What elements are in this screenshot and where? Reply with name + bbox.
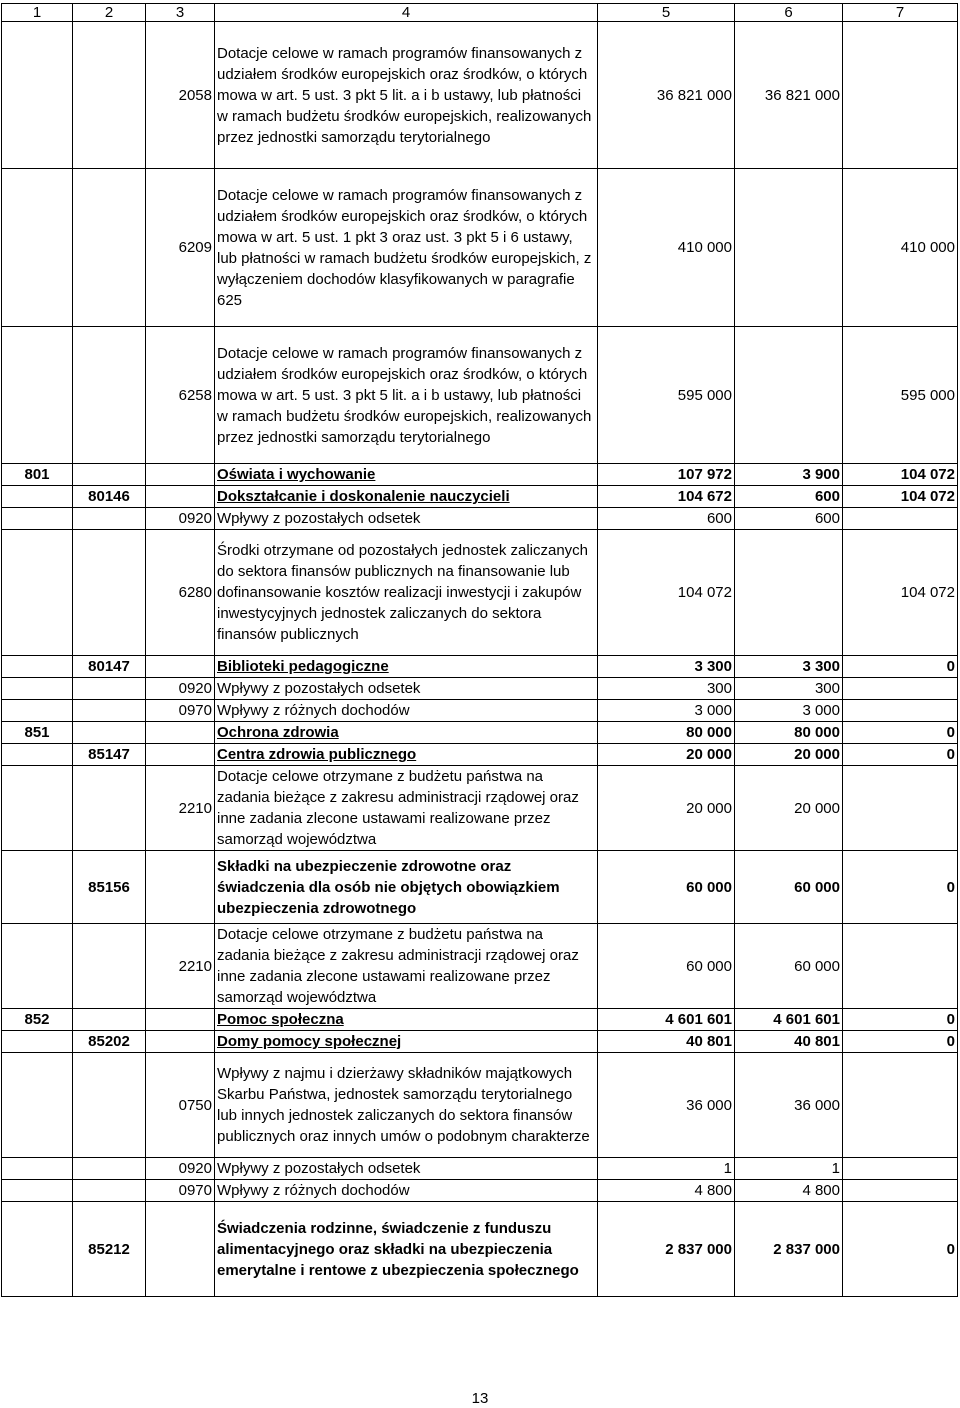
chapter-code: 80147 <box>73 656 146 678</box>
chapter-code <box>73 700 146 722</box>
budget-table <box>1 3 958 1297</box>
value-total: 20 000 <box>598 766 735 851</box>
section-code <box>2 924 73 1009</box>
paragraph-code: 6280 <box>146 530 215 656</box>
paragraph-code <box>146 851 215 924</box>
item-name: Dotacje celowe w ramach programów finansowanych z udziałem środków europejskich oraz środków, o których mowa w art. 5 ust. 3 pkt 5 lit. a i b ustawy, lub płatności w ramach budżetu środków europejskich, realizowanych przez jednostki samorządu terytorialnego <box>215 22 598 169</box>
header-cell: 6 <box>735 4 843 22</box>
chapter-code <box>73 766 146 851</box>
chapter-code <box>73 22 146 169</box>
header-cell: 1 <box>2 4 73 22</box>
value-total: 40 801 <box>598 1031 735 1053</box>
chapter-code <box>73 530 146 656</box>
item-name: Wpływy z najmu i dzierżawy składników majątkowych Skarbu Państwa, jednostek samorządu terytorialnego lub innych jednostek zaliczanych do sektora finansów publicznych oraz innych umów o podobnym charakterze <box>215 1053 598 1158</box>
section-code <box>2 486 73 508</box>
item-name: Ochrona zdrowia <box>215 722 598 744</box>
item-name: Centra zdrowia publicznego <box>215 744 598 766</box>
paragraph-code <box>146 744 215 766</box>
value-current: 300 <box>735 678 843 700</box>
section-code <box>2 1180 73 1202</box>
value-property: 0 <box>843 851 958 924</box>
chapter-code <box>73 1053 146 1158</box>
value-property: 410 000 <box>843 169 958 327</box>
item-name: Dotacje celowe w ramach programów finansowanych z udziałem środków europejskich oraz środków, o których mowa w art. 5 ust. 1 pkt 3 oraz ust. 3 pkt 5 i 6 ustawy, lub płatności w ramach budżetu środków europejskich, z wyłączeniem dochodów klasyfikowanych w paragrafie 625 <box>215 169 598 327</box>
chapter-code <box>73 327 146 464</box>
paragraph-row <box>2 1053 958 1158</box>
paragraph-code <box>146 486 215 508</box>
paragraph-code <box>146 656 215 678</box>
value-property <box>843 1053 958 1158</box>
value-property: 104 072 <box>843 486 958 508</box>
section-code <box>2 656 73 678</box>
section-code <box>2 22 73 169</box>
chapter-code: 85147 <box>73 744 146 766</box>
chapter-code <box>73 508 146 530</box>
value-current: 60 000 <box>735 924 843 1009</box>
value-current: 20 000 <box>735 766 843 851</box>
paragraph-code: 0970 <box>146 1180 215 1202</box>
value-property: 0 <box>843 744 958 766</box>
header-cell: 5 <box>598 4 735 22</box>
chapter-row <box>2 744 958 766</box>
value-total: 3 300 <box>598 656 735 678</box>
item-name: Dotacje celowe otrzymane z budżetu państwa na zadania bieżące z zakresu administracji rządowej oraz inne zadania zlecone ustawami realizowane przez samorząd województwa <box>215 766 598 851</box>
item-name: Wpływy z pozostałych odsetek <box>215 508 598 530</box>
value-property: 104 072 <box>843 464 958 486</box>
chapter-code <box>73 722 146 744</box>
header-cell: 4 <box>215 4 598 22</box>
paragraph-code <box>146 1031 215 1053</box>
paragraph-row <box>2 678 958 700</box>
value-property <box>843 1158 958 1180</box>
value-current: 3 300 <box>735 656 843 678</box>
value-current: 600 <box>735 486 843 508</box>
paragraph-row <box>2 924 958 1009</box>
chapter-code <box>73 169 146 327</box>
paragraph-code: 0920 <box>146 508 215 530</box>
item-name: Dokształcanie i doskonalenie nauczycieli <box>215 486 598 508</box>
section-code <box>2 678 73 700</box>
paragraph-row <box>2 1158 958 1180</box>
chapter-code <box>73 924 146 1009</box>
item-name: Pomoc społeczna <box>215 1009 598 1031</box>
paragraph-code: 2210 <box>146 766 215 851</box>
paragraph-row <box>2 169 958 327</box>
paragraph-code: 2210 <box>146 924 215 1009</box>
section-code: 801 <box>2 464 73 486</box>
section-row <box>2 464 958 486</box>
value-property: 0 <box>843 1009 958 1031</box>
chapter-row <box>2 486 958 508</box>
value-current: 3 900 <box>735 464 843 486</box>
value-property: 0 <box>843 656 958 678</box>
value-property <box>843 1180 958 1202</box>
chapter-code: 85212 <box>73 1202 146 1297</box>
section-code <box>2 700 73 722</box>
paragraph-row <box>2 1180 958 1202</box>
chapter-row <box>2 656 958 678</box>
item-name: Składki na ubezpieczenie zdrowotne oraz świadczenia dla osób nie objętych obowiązkiem ubezpieczenia zdrowotnego <box>215 851 598 924</box>
value-total: 104 072 <box>598 530 735 656</box>
value-current: 2 837 000 <box>735 1202 843 1297</box>
item-name: Świadczenia rodzinne, świadczenie z funduszu alimentacyjnego oraz składki na ubezpieczenia emerytalne i rentowe z ubezpieczenia społecznego <box>215 1202 598 1297</box>
value-current: 36 000 <box>735 1053 843 1158</box>
paragraph-row <box>2 766 958 851</box>
paragraph-code: 0750 <box>146 1053 215 1158</box>
section-code <box>2 1158 73 1180</box>
paragraph-code <box>146 722 215 744</box>
value-current: 36 821 000 <box>735 22 843 169</box>
value-property <box>843 508 958 530</box>
value-total: 80 000 <box>598 722 735 744</box>
value-total: 36 821 000 <box>598 22 735 169</box>
value-current <box>735 327 843 464</box>
value-total: 1 <box>598 1158 735 1180</box>
value-property <box>843 678 958 700</box>
chapter-code <box>73 1009 146 1031</box>
item-name: Wpływy z pozostałych odsetek <box>215 678 598 700</box>
value-total: 4 800 <box>598 1180 735 1202</box>
paragraph-code <box>146 1009 215 1031</box>
section-code: 852 <box>2 1009 73 1031</box>
value-current: 60 000 <box>735 851 843 924</box>
paragraph-row <box>2 700 958 722</box>
value-total: 4 601 601 <box>598 1009 735 1031</box>
item-name: Środki otrzymane od pozostałych jednostek zaliczanych do sektora finansów publicznych na finansowanie lub dofinansowanie kosztów realizacji inwestycji i zakupów inwestycyjnych jednostek zaliczanych do sektora finansów publicznych <box>215 530 598 656</box>
chapter-code <box>73 1158 146 1180</box>
section-code <box>2 766 73 851</box>
section-code <box>2 169 73 327</box>
chapter-code <box>73 678 146 700</box>
header-cell: 7 <box>843 4 958 22</box>
item-name: Wpływy z różnych dochodów <box>215 1180 598 1202</box>
paragraph-row <box>2 327 958 464</box>
chapter-code: 85156 <box>73 851 146 924</box>
value-total: 60 000 <box>598 924 735 1009</box>
chapter-row <box>2 1031 958 1053</box>
value-total: 300 <box>598 678 735 700</box>
section-code <box>2 327 73 464</box>
value-property <box>843 766 958 851</box>
chapter-row <box>2 851 958 924</box>
paragraph-row <box>2 508 958 530</box>
item-name: Oświata i wychowanie <box>215 464 598 486</box>
paragraph-code: 6209 <box>146 169 215 327</box>
section-code <box>2 851 73 924</box>
chapter-code: 80146 <box>73 486 146 508</box>
section-code: 851 <box>2 722 73 744</box>
paragraph-code: 0920 <box>146 1158 215 1180</box>
section-code <box>2 1053 73 1158</box>
chapter-code <box>73 464 146 486</box>
value-total: 107 972 <box>598 464 735 486</box>
item-name: Wpływy z różnych dochodów <box>215 700 598 722</box>
value-property <box>843 924 958 1009</box>
value-property: 0 <box>843 1031 958 1053</box>
paragraph-code: 2058 <box>146 22 215 169</box>
value-current: 3 000 <box>735 700 843 722</box>
section-code <box>2 1031 73 1053</box>
chapter-row <box>2 1202 958 1297</box>
chapter-code: 85202 <box>73 1031 146 1053</box>
paragraph-row <box>2 530 958 656</box>
section-row <box>2 1009 958 1031</box>
item-name: Dotacje celowe otrzymane z budżetu państwa na zadania bieżące z zakresu administracji rządowej oraz inne zadania zlecone ustawami realizowane przez samorząd województwa <box>215 924 598 1009</box>
value-current: 4 601 601 <box>735 1009 843 1031</box>
paragraph-row <box>2 22 958 169</box>
value-total: 600 <box>598 508 735 530</box>
value-total: 36 000 <box>598 1053 735 1158</box>
value-total: 60 000 <box>598 851 735 924</box>
paragraph-code <box>146 464 215 486</box>
value-property: 0 <box>843 1202 958 1297</box>
paragraph-code: 0920 <box>146 678 215 700</box>
paragraph-code: 6258 <box>146 327 215 464</box>
header-cell: 3 <box>146 4 215 22</box>
section-row <box>2 722 958 744</box>
value-property: 0 <box>843 722 958 744</box>
value-current: 20 000 <box>735 744 843 766</box>
value-current: 1 <box>735 1158 843 1180</box>
header-cell: 2 <box>73 4 146 22</box>
value-current: 40 801 <box>735 1031 843 1053</box>
item-name: Biblioteki pedagogiczne <box>215 656 598 678</box>
value-current <box>735 530 843 656</box>
section-code <box>2 744 73 766</box>
value-property <box>843 22 958 169</box>
value-property <box>843 700 958 722</box>
value-current <box>735 169 843 327</box>
section-code <box>2 1202 73 1297</box>
value-total: 20 000 <box>598 744 735 766</box>
value-total: 104 672 <box>598 486 735 508</box>
paragraph-code <box>146 1202 215 1297</box>
value-property: 595 000 <box>843 327 958 464</box>
value-total: 3 000 <box>598 700 735 722</box>
item-name: Wpływy z pozostałych odsetek <box>215 1158 598 1180</box>
value-total: 410 000 <box>598 169 735 327</box>
paragraph-code: 0970 <box>146 700 215 722</box>
section-code <box>2 508 73 530</box>
column-number-header <box>2 4 958 22</box>
value-total: 595 000 <box>598 327 735 464</box>
chapter-code <box>73 1180 146 1202</box>
item-name: Dotacje celowe w ramach programów finansowanych z udziałem środków europejskich oraz środków, o których mowa w art. 5 ust. 3 pkt 5 lit. a i b ustawy, lub płatności w ramach budżetu środków europejskich, realizowanych przez jednostki samorządu terytorialnego <box>215 327 598 464</box>
value-current: 600 <box>735 508 843 530</box>
page-number: 13 <box>471 1390 489 1407</box>
section-code <box>2 530 73 656</box>
value-current: 4 800 <box>735 1180 843 1202</box>
value-total: 2 837 000 <box>598 1202 735 1297</box>
value-current: 80 000 <box>735 722 843 744</box>
value-property: 104 072 <box>843 530 958 656</box>
item-name: Domy pomocy społecznej <box>215 1031 598 1053</box>
